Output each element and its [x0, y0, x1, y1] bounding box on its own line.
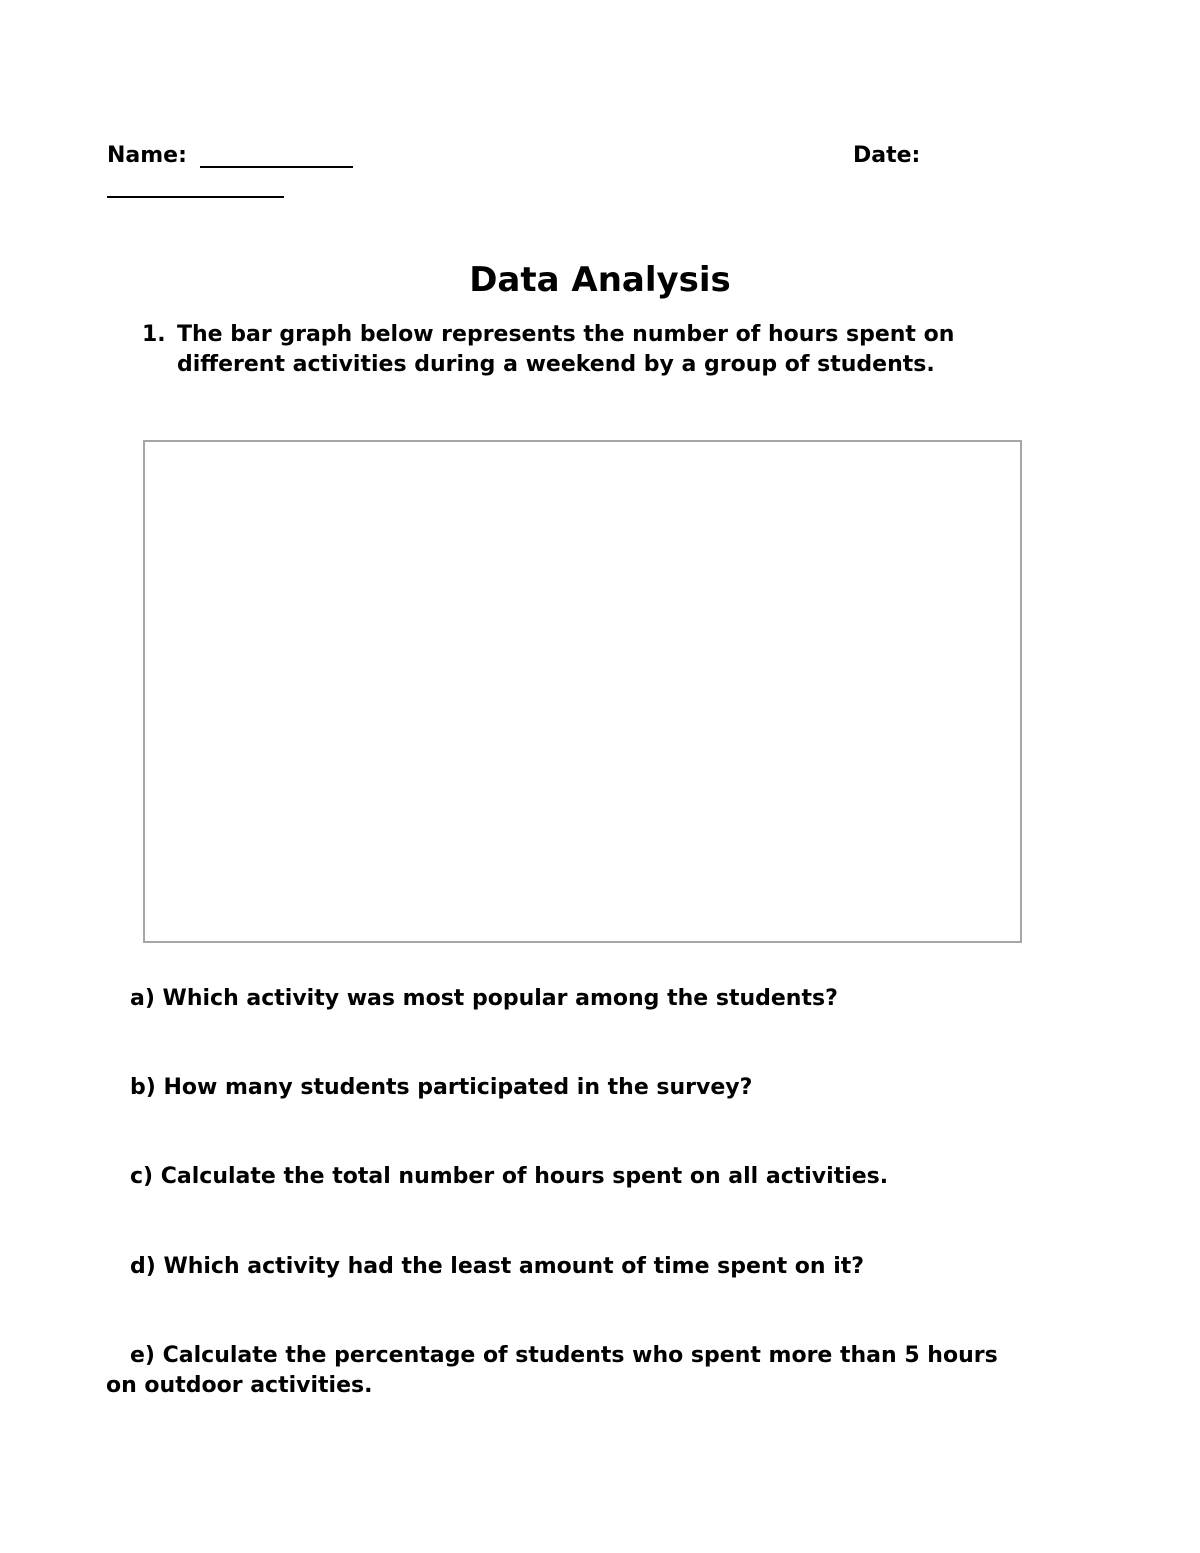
- question-e-line-1: e) Calculate the percentage of students who spent more than 5 hours: [130, 1343, 998, 1368]
- date-label: Date:: [853, 143, 921, 168]
- question-a: a) Which activity was most popular among the students?: [130, 986, 838, 1011]
- question-e-line-2: on outdoor activities.: [106, 1373, 373, 1398]
- bar-graph-placeholder: [143, 440, 1022, 943]
- question-1-number: 1.: [142, 322, 166, 347]
- name-label: Name:: [107, 143, 187, 168]
- date-blank-line[interactable]: [107, 196, 284, 198]
- question-1-text-line-2: different activities during a weekend by a group of students.: [177, 352, 935, 377]
- question-1-text-line-1: The bar graph below represents the number of hours spent on: [177, 322, 955, 347]
- question-b: b) How many students participated in the survey?: [130, 1075, 753, 1100]
- question-c: c) Calculate the total number of hours spent on all activities.: [130, 1164, 889, 1189]
- name-blank-line[interactable]: [200, 166, 353, 168]
- page-title: Data Analysis: [469, 260, 731, 300]
- question-d: d) Which activity had the least amount of time spent on it?: [130, 1254, 865, 1279]
